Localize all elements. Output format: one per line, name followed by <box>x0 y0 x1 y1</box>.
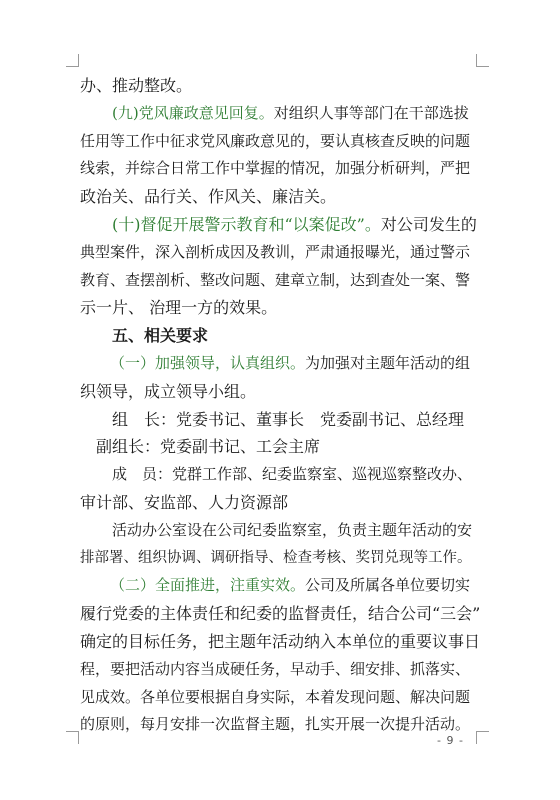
document-body <box>80 72 480 739</box>
text-run: 对公司发生的 <box>380 214 477 234</box>
members-line-cont: 审计部、安监部、人力资源部 <box>80 492 289 512</box>
paragraph-line <box>80 350 480 378</box>
item-heading-10: (十)督促开展警示教育和“以案促改”。 <box>112 214 381 234</box>
paragraph-line <box>80 572 480 600</box>
paragraph-line: 典型案件，深入剖析成因及教训，严肃通报曝光，通过警示 <box>80 242 471 261</box>
paragraph-line: 活动办公室设在公司纪委监察室，负责主题年活动的安 <box>112 520 473 539</box>
text-run: 为加强对主题年活动的组 <box>305 353 471 372</box>
paragraph-line: 见成效。各单位要根据自身实际，本着发现问题、解决问题 <box>80 687 471 706</box>
paragraph-line: 政治关、品行关、作风关、廉洁关。 <box>80 187 337 207</box>
item-heading-9: (九)党风廉政意见回复。 <box>112 103 274 122</box>
text-run: 对组织人事等部门在干部选拔 <box>273 103 469 122</box>
item-heading-2: （二）全面推进，注重实效。 <box>110 576 306 595</box>
paragraph-line: 织领导，成立领导小组。 <box>80 381 257 401</box>
paragraph-line: 任用等工作中征求党风廉政意见的，要认真核查反映的问题 <box>80 131 471 150</box>
members-line: 成 员：党群工作部、纪委监察室、巡视巡察整改办、 <box>112 465 473 484</box>
crop-mark-top-right <box>476 54 489 67</box>
leader-line: 组 长：党委书记、董事长 党委副书记、总经理 <box>112 409 465 429</box>
crop-mark-bottom-left <box>66 731 79 744</box>
paragraph-line: 示一片、 治理一方的效果。 <box>80 298 278 318</box>
paragraph-line: 的原则，每月安排一次监督主题，扎实开展一次提升活动。 <box>80 715 471 734</box>
deputy-leader-line: 副组长：党委副书记、工会主席 <box>96 437 321 457</box>
paragraph-line <box>80 211 480 239</box>
paragraph-line <box>80 100 480 128</box>
paragraph-line: 线索，并综合日常工作中掌握的情况，加强分析研判，严把 <box>80 159 471 178</box>
paragraph-line: 办、推动整改。 <box>80 76 193 95</box>
paragraph-line: 教育、查摆剖析、整改问题、建章立制，达到查处一案、警 <box>80 270 471 289</box>
page-number: - 9 - <box>437 734 464 747</box>
section-heading: 五、相关要求 <box>112 326 209 346</box>
crop-mark-top-left <box>66 54 79 67</box>
text-run: 公司及所属各单位要切实 <box>305 576 471 595</box>
paragraph-line: 程，要把活动内容当成硬任务，早动手、细安排、抓落实、 <box>80 659 471 678</box>
paragraph-line: 履行党委的主体责任和纪委的监督责任，结合公司“三会” <box>80 604 481 624</box>
paragraph-line: 确定的目标任务，把主题年活动纳入本单位的重要议事日 <box>80 631 481 651</box>
item-heading-1: （一）加强领导，认真组织。 <box>110 353 306 372</box>
paragraph-line: 排部署、组织协调、调研指导、检查考核、奖罚兑现等工作。 <box>80 549 472 566</box>
